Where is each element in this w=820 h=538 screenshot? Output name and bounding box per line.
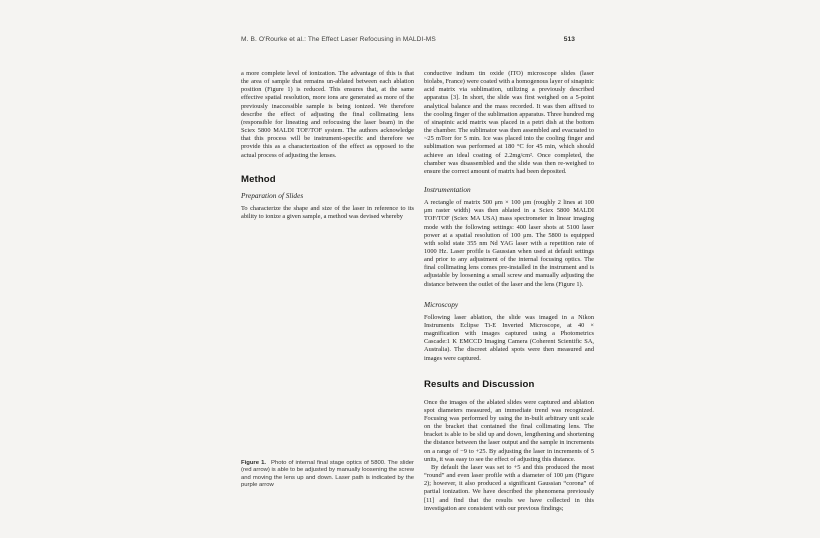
running-header	[241, 36, 575, 43]
results-and-discussion-heading: Results and Discussion	[424, 378, 535, 390]
microscopy-paragraph: Following laser ablation, the slide was imaged in a Nikon Instruments Eclipse Ti-E Inverted Microscope, at 40 × magnification with images captured using a Photometrics Cascade:1 K EMCCD Imaging Camera (Coherent Scientific SA, Australia). The discreet ablated spots were then measured and images were captured.	[424, 313, 594, 362]
results-paragraph-1: Once the images of the ablated slides were captured and ablation spot diameters measured, an immediate trend was recognized. Focusing was performed by using the in-built arbitrary unit scale on the bracket that contained the final collimating lens. The bracket is able to be slid up and down, lengthening and shortening the distance between the laser output and the sample in increments on a range of −9 to +25. By adjusting the laser in increments of 5 units, it was easy to see the effect of adjusting this distance.	[424, 398, 594, 463]
figure-1-caption-label: Figure 1.	[241, 460, 267, 466]
preparation-of-slides-heading: Preparation of Slides	[241, 190, 304, 200]
running-title: M. B. O'Rourke et al.: The Effect Laser Refocusing in MALDI-MS	[241, 36, 436, 43]
left-column	[241, 67, 414, 498]
preparation-paragraph: To characterize the shape and size of the laser in reference to its ability to ionize a given sample, a method was devised whereby	[241, 204, 414, 220]
intro-paragraph: a more complete level of ionization. The advantage of this is that the area of sample that remains un-ablated between each ablation position (Figure 1) is reduced. This ensures that, at the same effective spatial resolution, more ions are generated as more of the previously inaccessible sample is being ionized. We therefore describe the effect of adjusting the final collimating lens (responsible for lineating and refocusing the laser beam) in the Sciex 5800 MALDI TOF/TOF system. The authors acknowledge that this process will be instrument-specific and therefore we provide this as a characterization of the effect as opposed to the actual process of adjusting the lenses.	[241, 70, 414, 159]
sublimation-paragraph: conductive indium tin oxide (ITO) microscope slides (laser biolabs, France) were coated with a homogenous layer of sinapinic acid matrix via sublimation, utilizing a previously described apparatus [3]. In short, the slide was first weighed on a 5-point analytical balance and the mass recorded. It was then affixed to the cooling finger of the sublimation apparatus. Three hundred mg of sinapinic acid matrix was placed in a petri dish at the bottom the chamber. The sublimator was then assembled and evacuated to ~25 mTorr for 5 min. Ice was placed into the cooling finger and sublimation was performed at 180 °C for 45 min, which should achieve an ideal coating of 2.2mg/cm². Once completed, the chamber was disassembled and the slide was then re-weighed to ensure the correct amount of matrix had been deposited.	[424, 70, 594, 175]
method-heading: Method	[241, 173, 276, 185]
microscopy-heading: Microscopy	[424, 299, 459, 309]
instrumentation-heading: Instrumentation	[424, 185, 471, 195]
results-paragraph-2: By default the laser was set to +5 and this produced the most “round” and even laser profile with a diameter of 100 μm (Figure 2); however, it also produced a significant Gaussian “corona” of partial ionization. We have described the phenomena previously [11] and find that the results we have collected in this investigation are consistent with our previous findings;	[424, 463, 594, 512]
figure-1-caption-text: Photo of internal final stage optics of 5800. The slider (red arrow) is able to be adjusted by manually loosening the screw and moving the lens up and down. Laser path is indicated by the purple arrow	[241, 460, 414, 489]
figure-1-caption	[241, 460, 414, 489]
right-column	[424, 67, 594, 513]
instrumentation-paragraph: A rectangle of matrix 500 μm × 100 μm (roughly 2 lines at 100 μm raster width) was then ablated in a Sciex 5800 MALDI TOF/TOF (Sciex MA USA) mass spectrometer in linear imaging mode with the following settings: 400 laser shots at 5100 laser power at a spatial resolution of 100 μm. The 5800 is equipped with solid state 355 nm Nd YAG laser with a repetition rate of 1000 Hz. Laser profile is Gaussian when used at default settings and prior to any adjustment of the internal focusing optics. The final collimating lens comes pre-installed in the instrument and is adjustable by loosening a small screw and manually adjusting the distance between the outlet of the laser and the lens (Figure 1).	[424, 199, 594, 288]
page-number: 513	[563, 36, 575, 43]
